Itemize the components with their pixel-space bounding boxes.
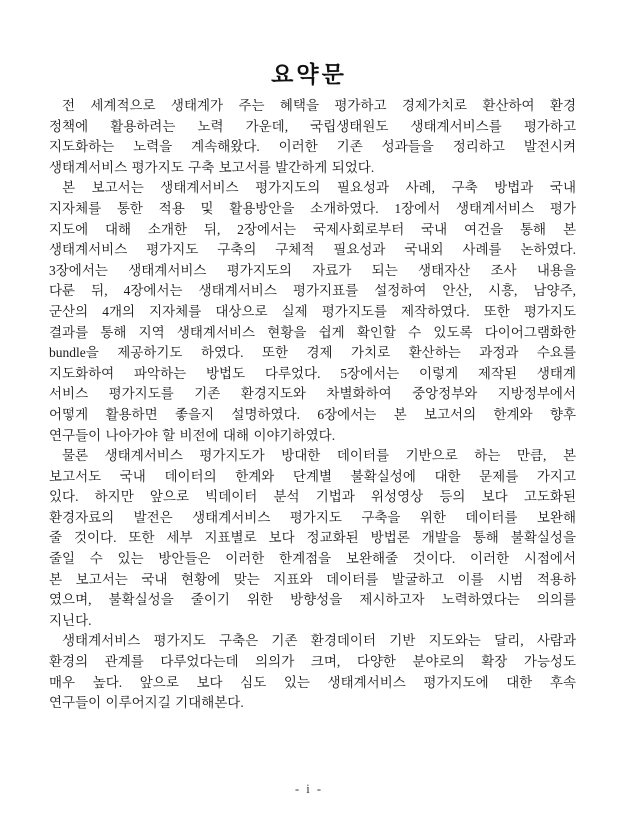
text-line: 보고서도 국내 데이터의 한계와 단계별 불확실성에 대한 문제를 가지고: [49, 468, 576, 484]
page-title: 요약문: [271, 62, 347, 87]
paragraph: [49, 96, 576, 178]
document-body: [49, 96, 576, 714]
text-line: 지도화하는 노력을 계속해왔다. 이러한 기존 성과들을 정리하고 발전시켜: [49, 139, 576, 155]
text-line: 본 보고서는 국내 현황에 맞는 지표와 데이터를 발굴하고 이를 시범 적용하: [49, 571, 576, 587]
text-line: 있다. 하지만 앞으로 빅데이터 분석 기법과 위성영상 등의 보다 고도화된: [49, 489, 576, 505]
text-line: 본 보고서는 생태계서비스 평가지도의 필요성과 사례, 구축 방법과 국내: [62, 180, 576, 196]
text-line: 다룬 뒤, 4장에서는 생태계서비스 평가지표를 설정하여 안산, 시흥, 남양주,: [49, 283, 576, 299]
paragraph: [49, 178, 576, 446]
paragraph: [49, 631, 576, 713]
text-line: 연구들이 이루어지길 기대해본다.: [49, 695, 244, 711]
text-line: 지도화하여 파악하는 방법도 다루었다. 5장에서는 이렇게 제작된 생태계: [49, 365, 576, 381]
text-line: 생태계서비스 평가지도 구축 보고서를 발간하게 되었다.: [49, 159, 375, 175]
text-line: 환경자료의 발전은 생태계서비스 평가지도 구축을 위한 데이터를 보완해: [49, 509, 576, 525]
text-line: 군산의 4개의 지자체를 대상으로 실제 평가지도를 제작하였다. 또한 평가지도: [49, 303, 576, 319]
text-line: 전 세계적으로 생태계가 주는 혜택을 평가하고 경제가치로 환산하여 환경: [62, 98, 576, 113]
text-line: 지자체를 통한 적용 및 활용방안을 소개하였다. 1장에서 생태계서비스 평가: [49, 200, 576, 216]
text-line: 매우 높다. 앞으로 보다 심도 있는 생태계서비스 평가지도에 대한 후속: [49, 674, 576, 690]
text-line: 서비스 평가지도를 기존 환경지도와 차별화하여 중앙정부와 지방정부에서: [49, 386, 576, 402]
text-line: 줄 것이다. 또한 세부 지표별로 보다 정교화된 방법론 개발을 통해 불확실성을: [49, 530, 576, 546]
text-line: 였으며, 불확실성을 줄이기 위한 방향성을 제시하고자 노력하였다는 의의를: [49, 592, 576, 608]
text-line: 줄일 수 있는 방안들은 이러한 한계점을 보완해줄 것이다. 이러한 시점에서: [49, 551, 576, 567]
text-line: 결과를 통해 지역 생태계서비스 현황을 쉽게 확인할 수 있도록 다이어그램화한: [49, 324, 576, 340]
text-line: 연구들이 나아가야 할 비전에 대해 이야기하였다.: [49, 427, 336, 443]
text-line: 지도에 대해 소개한 뒤, 2장에서는 국제사회로부터 국내 여건을 통해 본: [49, 221, 576, 237]
text-line: 지닌다.: [49, 612, 92, 628]
text-line: 생태계서비스 평가지도 구축은 기존 환경데이터 기반 지도와는 달리, 사람과: [62, 633, 576, 649]
text-line: 어떻게 활용하면 좋을지 설명하였다. 6장에서는 본 보고서의 한계와 향후: [49, 406, 576, 422]
text-line: 환경의 관계를 다루었다는데 의의가 크며, 다양한 분야로의 확장 가능성도: [49, 654, 576, 670]
text-line: bundle을 제공하기도 하였다. 또한 경제 가치로 환산하는 과정과 수요를: [49, 345, 576, 361]
page-number: - i -: [294, 782, 324, 796]
text-line: 정책에 활용하려는 노력 가운데, 국립생태원도 생태계서비스를 평가하고: [49, 118, 576, 134]
text-line: 3장에서는 생태계서비스 평가지도의 자료가 되는 생태자산 조사 내용을: [49, 262, 576, 278]
text-line: 물론 생태계서비스 평가지도가 방대한 데이터를 기반으로 하는 만큼, 본: [62, 448, 576, 464]
paragraph: [49, 446, 576, 631]
text-line: 생태계서비스 평가지도 구축의 구체적 필요성과 국내외 사례를 논하였다.: [49, 242, 576, 258]
